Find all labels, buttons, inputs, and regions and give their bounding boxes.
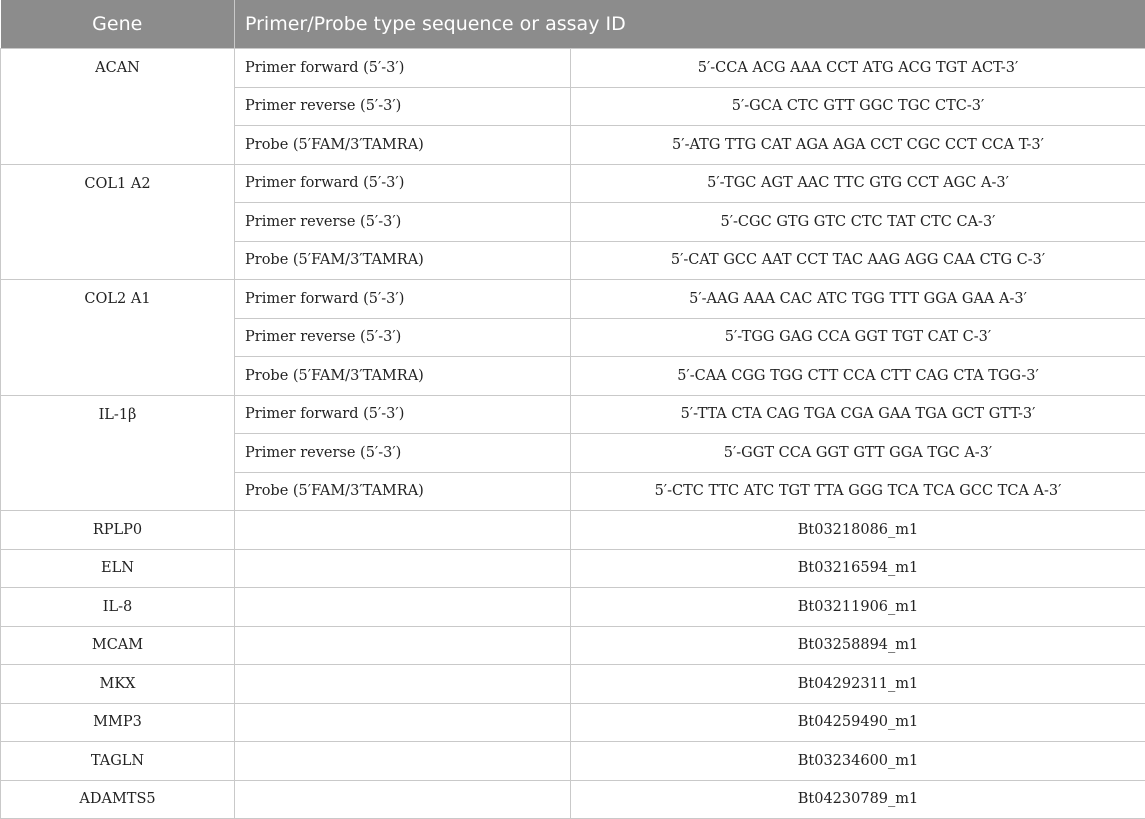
table-header [1, 0, 1145, 49]
table-row [1, 780, 1145, 819]
type-cell [235, 665, 571, 704]
gene-cell: MMP3 [1, 703, 235, 742]
type-cell [235, 511, 571, 550]
assay-id-cell: Bt03216594_m1 [571, 549, 1145, 588]
sequence-cell: 5′-TGG GAG CCA GGT TGT CAT C-3′ [571, 318, 1145, 357]
table-row [1, 511, 1145, 550]
table-row [1, 742, 1145, 781]
header-gene: Gene [1, 0, 235, 49]
table-row [1, 280, 1145, 319]
gene-cell: RPLP0 [1, 511, 235, 550]
table-row [1, 703, 1145, 742]
table-row [1, 164, 1145, 203]
gene-cell: TAGLN [1, 742, 235, 781]
sequence-cell: 5′-CAT GCC AAT CCT TAC AAG AGG CAA CTG C-3′ [571, 241, 1145, 280]
table-body [1, 49, 1145, 819]
gene-cell: COL2 A1 [1, 280, 235, 396]
type-cell: Primer forward (5′-3′) [235, 164, 571, 203]
sequence-cell: 5′-CTC TTC ATC TGT TTA GGG TCA TCA GCC TCA A-3′ [571, 472, 1145, 511]
type-cell [235, 703, 571, 742]
sequence-cell: 5′-GCA CTC GTT GGC TGC CTC-3′ [571, 87, 1145, 126]
header-row [1, 0, 1145, 49]
table-row [1, 626, 1145, 665]
assay-id-cell: Bt03211906_m1 [571, 588, 1145, 627]
gene-cell: COL1 A2 [1, 164, 235, 280]
type-cell [235, 626, 571, 665]
type-cell: Primer reverse (5′-3′) [235, 434, 571, 473]
header-sequence: Primer/Probe type sequence or assay ID [235, 0, 1145, 49]
type-cell: Probe (5′FAM/3′TAMRA) [235, 472, 571, 511]
sequence-cell: 5′-GGT CCA GGT GTT GGA TGC A-3′ [571, 434, 1145, 473]
gene-cell: ADAMTS5 [1, 780, 235, 819]
assay-id-cell: Bt03218086_m1 [571, 511, 1145, 550]
table-row [1, 588, 1145, 627]
sequence-cell: 5′-CGC GTG GTC CTC TAT CTC CA-3′ [571, 203, 1145, 242]
assay-id-cell: Bt04230789_m1 [571, 780, 1145, 819]
type-cell: Primer reverse (5′-3′) [235, 87, 571, 126]
gene-cell: MCAM [1, 626, 235, 665]
table-row [1, 549, 1145, 588]
assay-id-cell: Bt03258894_m1 [571, 626, 1145, 665]
assay-id-cell: Bt04292311_m1 [571, 665, 1145, 704]
type-cell: Probe (5′FAM/3′TAMRA) [235, 241, 571, 280]
type-cell: Primer forward (5′-3′) [235, 49, 571, 88]
type-cell: Probe (5′FAM/3′TAMRA) [235, 126, 571, 165]
type-cell [235, 780, 571, 819]
type-cell: Primer reverse (5′-3′) [235, 203, 571, 242]
type-cell: Primer forward (5′-3′) [235, 395, 571, 434]
assay-id-cell: Bt03234600_m1 [571, 742, 1145, 781]
gene-cell: MKX [1, 665, 235, 704]
gene-cell: ELN [1, 549, 235, 588]
gene-cell: IL-8 [1, 588, 235, 627]
assay-id-cell: Bt04259490_m1 [571, 703, 1145, 742]
sequence-cell: 5′-AAG AAA CAC ATC TGG TTT GGA GAA A-3′ [571, 280, 1145, 319]
type-cell: Primer forward (5′-3′) [235, 280, 571, 319]
gene-cell: ACAN [1, 49, 235, 165]
type-cell: Primer reverse (5′-3′) [235, 318, 571, 357]
sequence-cell: 5′-CAA CGG TGG CTT CCA CTT CAG CTA TGG-3′ [571, 357, 1145, 396]
type-cell: Probe (5′FAM/3′TAMRA) [235, 357, 571, 396]
sequence-cell: 5′-CCA ACG AAA CCT ATG ACG TGT ACT-3′ [571, 49, 1145, 88]
gene-cell: IL-1β [1, 395, 235, 511]
table-row [1, 665, 1145, 704]
type-cell [235, 588, 571, 627]
type-cell [235, 742, 571, 781]
sequence-cell: 5′-TTA CTA CAG TGA CGA GAA TGA GCT GTT-3′ [571, 395, 1145, 434]
type-cell [235, 549, 571, 588]
sequence-cell: 5′-ATG TTG CAT AGA AGA CCT CGC CCT CCA T-3′ [571, 126, 1145, 165]
sequence-cell: 5′-TGC AGT AAC TTC GTG CCT AGC A-3′ [571, 164, 1145, 203]
table-row [1, 49, 1145, 88]
table-row [1, 395, 1145, 434]
